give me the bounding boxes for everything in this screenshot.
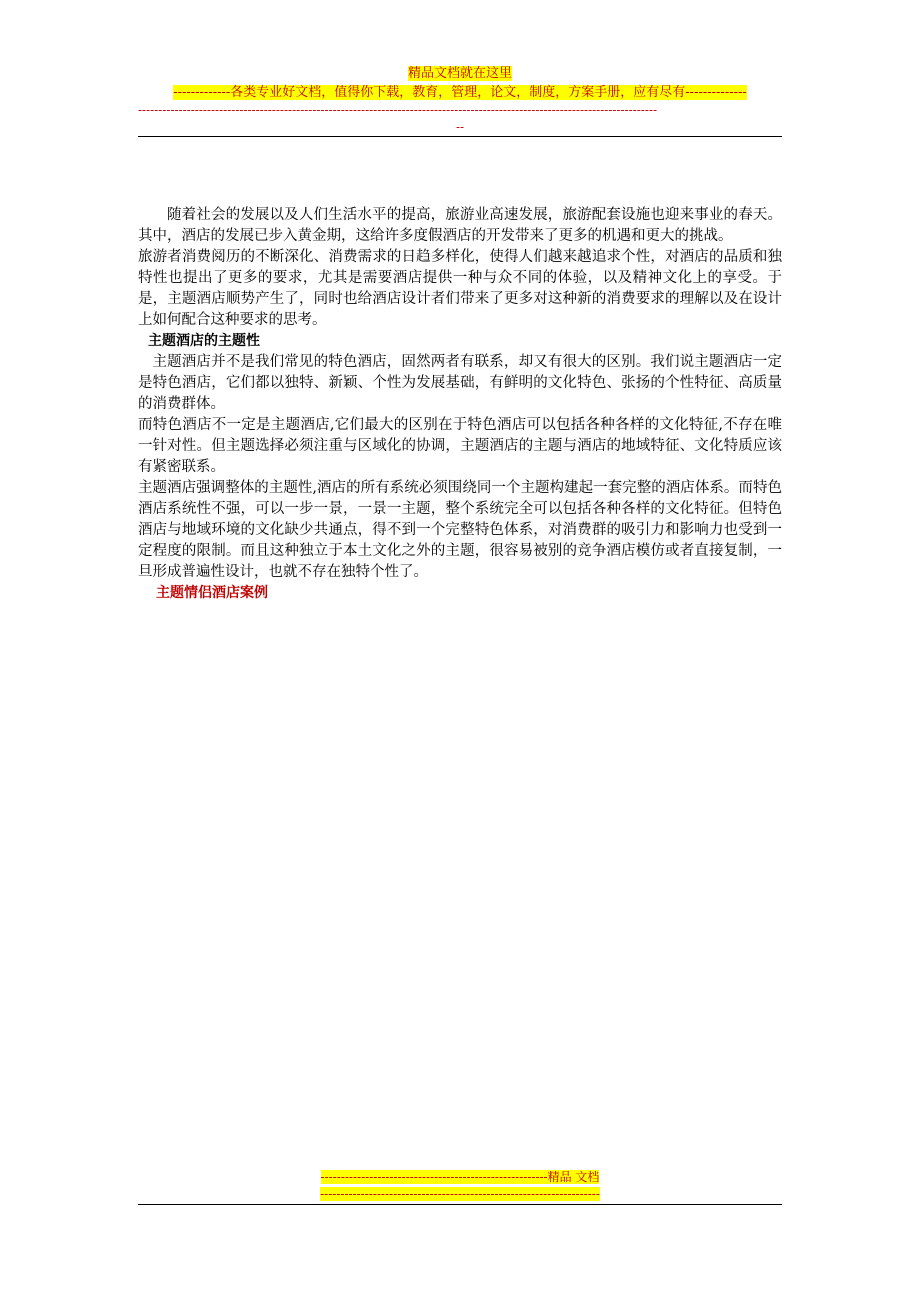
header-dash-line: -------------------------------------------------------------------------------------------------------------------------------- xyxy=(138,103,657,117)
paragraph-theme-vs-feature: 主题酒店并不是我们常见的特色酒店，固然两者有联系，却又有很大的区别。我们说主题酒店一定是特色酒店，它们都以独特、新颖、个性为发展基础，有鲜明的文化特色、张扬的个性特征、高质量的消费群体。 xyxy=(138,354,782,412)
header-title-text: 精品文档就在这里 xyxy=(407,66,512,81)
header-rule xyxy=(138,136,782,137)
section-heading-couple-hotel: 主题情侣酒店案例 xyxy=(156,585,268,601)
document-body xyxy=(138,205,782,604)
footer-line-2 xyxy=(0,1187,920,1202)
header-dash-tail: -- xyxy=(455,120,465,134)
paragraph-tourists: 旅游者消费阅历的不断深化、消费需求的日趋多样化，使得人们越来越追求个性，对酒店的品质和独特性也提出了更多的要求，尤其是需要酒店提供一种与众不同的体验，以及精神文化上的享受。于是，主题酒店顺势产生了，同时也给酒店设计者们带来了更多对这种新的消费要求的理解以及在设计上如何配合这种要求的思考。 xyxy=(138,249,782,328)
footer-line-1 xyxy=(0,1170,920,1185)
paragraph-theme-system: 主题酒店强调整体的主题性,酒店的所有系统必须围绕同一个主题构建起一套完整的酒店体系。而特色酒店系统性不强，可以一步一景，一景一主题，整个系统完全可以包括各种各样的文化特征。但特色酒店与地域环境的文化缺少共通点，得不到一个完整特色体系，对消费群的吸引力和影响力也受到一定程度的限制。而且这种独立于本土文化之外的主题，很容易被别的竞争酒店模仿或者直接复制，一旦形成普遍性设计，也就不存在独特个性了。 xyxy=(138,480,782,580)
paragraph-intro: 随着社会的发展以及人们生活水平的提高，旅游业高速发展，旅游配套设施也迎来事业的春天。其中，酒店的发展已步入黄金期，这给许多度假酒店的开发带来了更多的机遇和更大的挑战。 xyxy=(138,207,782,244)
header-title xyxy=(0,66,920,82)
header-subtitle xyxy=(0,85,920,101)
footer-line-2-text: --------------------------------------------------------------------- xyxy=(320,1187,600,1201)
header-subtitle-text: -------------各类专业好文档，值得你下载，教育，管理，论文，制度，方案手册，应有尽有-------------- xyxy=(173,85,747,100)
paragraph-feature-hotel: 而特色酒店不一定是主题酒店,它们最大的区别在于特色酒店可以包括各种各样的文化特征,不存在唯一针对性。但主题选择必须注重与区域化的协调，主题酒店的主题与酒店的地域特征、文化特质应该有紧密联系。 xyxy=(138,417,782,475)
footer-line-1-text: --------------------------------------------------------精品 文档 xyxy=(320,1170,600,1184)
footer-rule xyxy=(138,1204,782,1205)
section-heading-theme: 主题酒店的主题性 xyxy=(148,333,260,349)
